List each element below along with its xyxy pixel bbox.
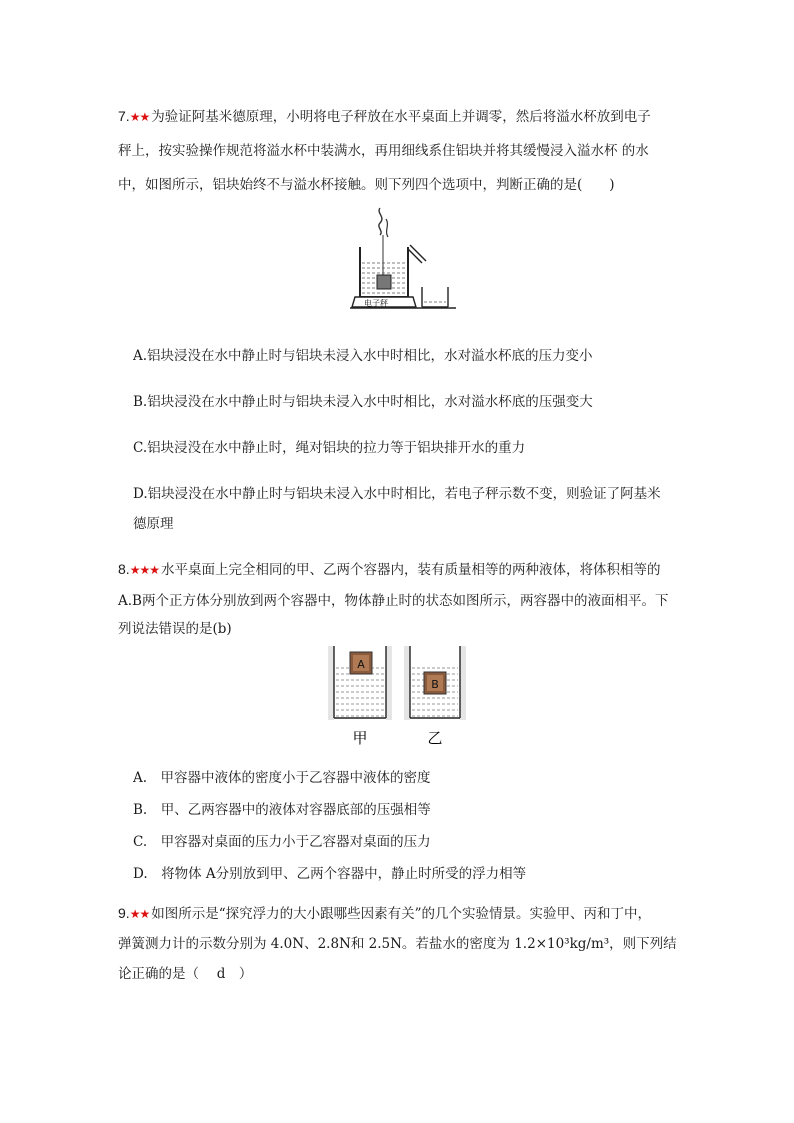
- q7-difficulty-stars: ★★: [129, 110, 150, 124]
- q9-difficulty-stars: ★★: [129, 907, 150, 921]
- q7-option-b: B.铝块浸没在水中静止时与铝块未浸入水中时相比，水对溢水杯底的压强变大: [133, 394, 593, 410]
- question-8: [118, 555, 678, 643]
- q8-block-b-label: B: [431, 678, 439, 691]
- q7-line-2: 秤上，按实验操作规范将溢水杯中装满水，再用细线系住铝块并将其缓慢浸入溢水杯 的水: [118, 143, 649, 159]
- q8-block-a-label: A: [357, 658, 365, 671]
- q7-text-1: 为验证阿基米德原理，小明将电子秤放在水平桌面上并调零，然后将溢水杯放到电子: [151, 109, 651, 125]
- q8-option-c: C. 甲容器对桌面的压力小于乙容器对桌面的压力: [133, 834, 431, 850]
- q7-line-3: 中，如图所示，铝块始终不与溢水杯接触。则下列四个选项中，判断正确的是( ): [118, 177, 615, 193]
- q7-option-d: D.铝块浸没在水中静止时与铝块未浸入水中时相比，若电子秤示数不变，则验证了阿基米: [133, 486, 661, 502]
- q9-line-2: 弹簧测力计的示数分别为 4.0N、2.8N和 2.5N。若盐水的密度为 1.2×10³kg/m³，则下列结: [118, 936, 677, 952]
- q7-line-1: [118, 102, 678, 131]
- q8-number: 8.: [118, 561, 130, 577]
- q8-option-b: B. 甲、乙两容器中的液体对容器底部的压强相等: [133, 802, 431, 818]
- q9-line-3: 论正确的是（ d ）: [118, 966, 253, 982]
- q8-caption-yi: 乙: [427, 729, 443, 746]
- q8-line-1: [118, 555, 678, 584]
- q8-line-2: A.B两个正方体分别放到两个容器中，物体静止时的状态如图所示，两容器中的液面相平。下: [118, 593, 669, 609]
- q7-option-a: A.铝块浸没在水中静止时与铝块未浸入水中时相比，水对溢水杯底的压力变小: [133, 348, 593, 364]
- q8-figure-containers: [328, 646, 468, 746]
- q9-number: 9.: [118, 905, 130, 921]
- q8-option-a: A. 甲容器中液体的密度小于乙容器中液体的密度: [133, 770, 431, 786]
- q9-text-1: 如图所示是“探究浮力的大小跟哪些因素有关”的几个实验情景。实验甲、丙和丁中，: [151, 906, 652, 922]
- q8-line-3: 列说法错误的是(b): [118, 621, 232, 637]
- q7-figure-overflow-cup: [350, 205, 460, 320]
- q7-scale-label: 电子秤: [364, 299, 388, 308]
- q7-number: 7.: [118, 108, 130, 124]
- q7-option-c: C.铝块浸没在水中静止时，绳对铝块的拉力等于铝块排开水的重力: [133, 440, 526, 456]
- question-7: [118, 102, 678, 199]
- q8-caption-jia: 甲: [352, 729, 368, 746]
- q7-option-d-continued: 德原理: [133, 516, 174, 532]
- q8-text-1: 水平桌面上完全相同的甲、乙两个容器内，装有质量相等的两种液体，将体积相等的: [160, 562, 661, 578]
- q8-option-d: D. 将物体 A分别放到甲、乙两个容器中，静止时所受的浮力相等: [133, 866, 527, 882]
- q8-difficulty-stars: ★★★: [129, 563, 159, 577]
- question-9: [118, 899, 678, 988]
- q9-line-1: [118, 899, 678, 928]
